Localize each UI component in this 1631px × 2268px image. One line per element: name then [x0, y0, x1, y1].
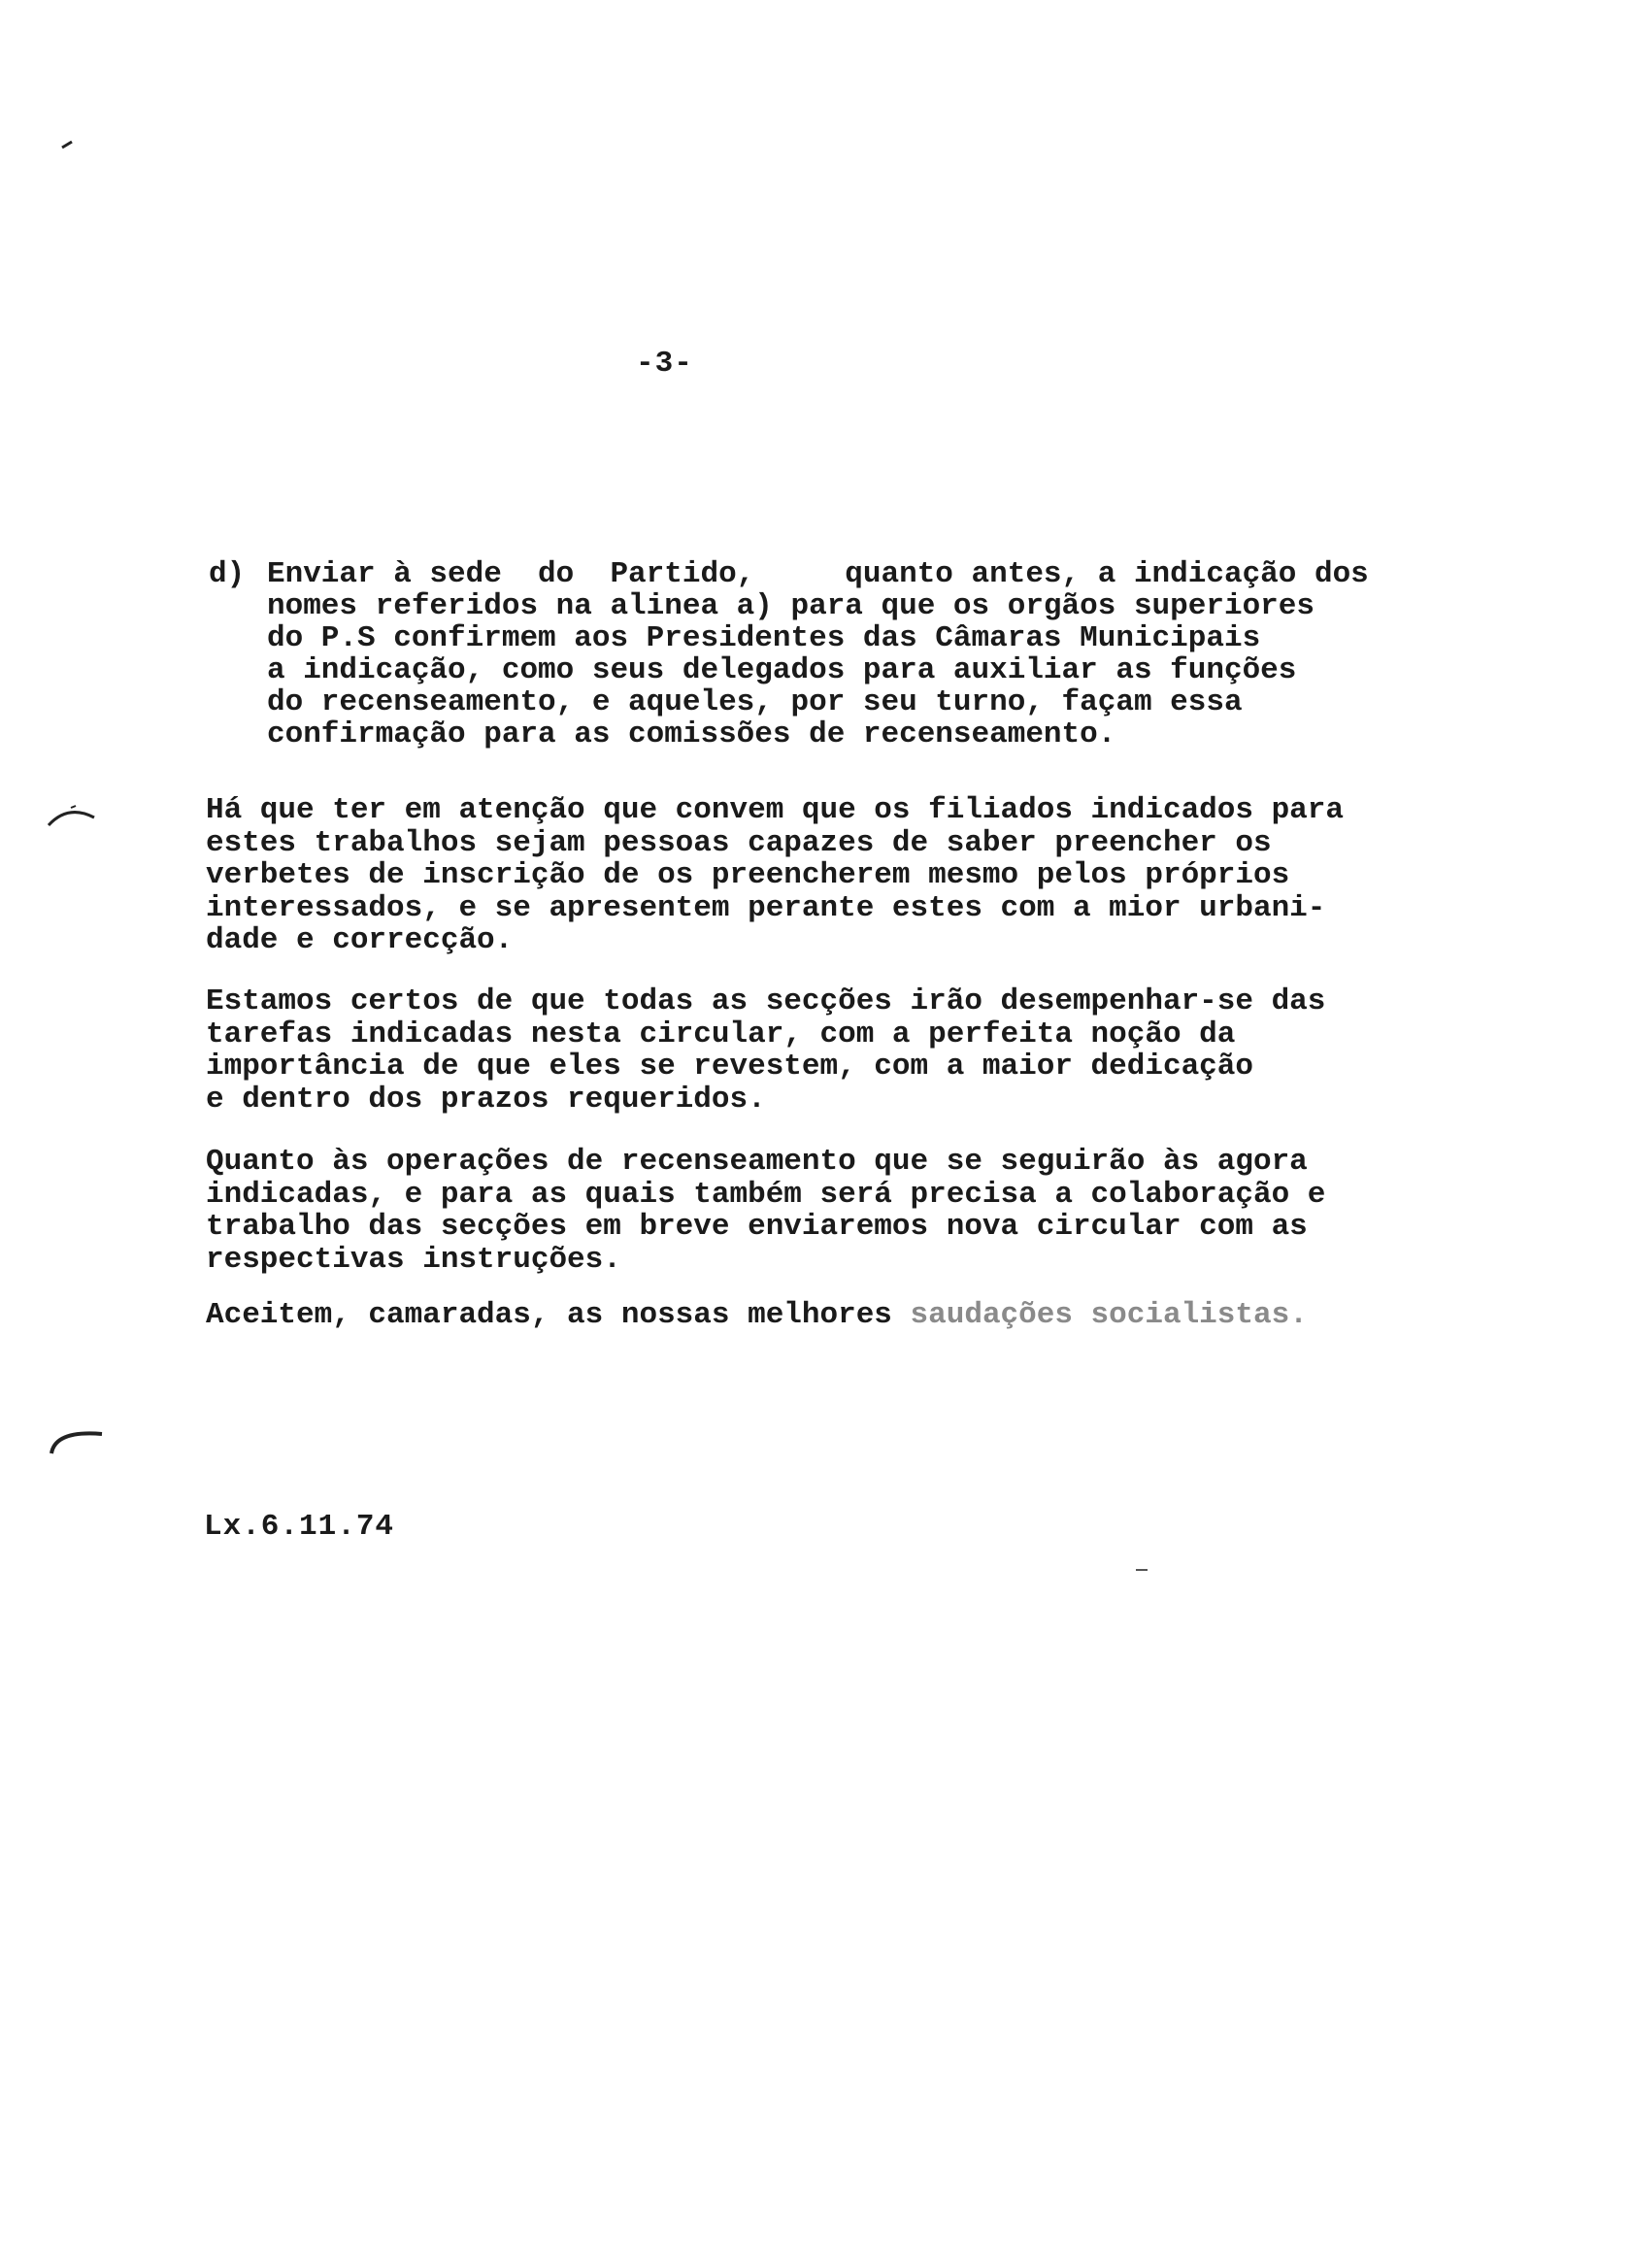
paragraph-sections-tasks	[206, 985, 1468, 1116]
text-line: importância de que eles se revestem, com a maior dedicação	[206, 1050, 1253, 1084]
text-line: Quanto às operações de recenseamento que se seguirão às agora	[206, 1145, 1308, 1179]
text-line: e dentro dos prazos requeridos.	[206, 1082, 766, 1117]
text-line: do recenseamento, e aqueles, por seu turno, façam essa	[267, 685, 1243, 719]
list-item-d	[209, 558, 1471, 750]
text-line: confirmação para as comissões de recenseamento.	[267, 717, 1116, 751]
hole-punch-mark-lower	[44, 1413, 112, 1456]
list-item-marker: d)	[209, 557, 246, 591]
paragraph-volunteers-note	[206, 794, 1468, 957]
text-line: verbetes de inscrição de os preencherem mesmo pelos próprios	[206, 858, 1290, 892]
text-line: Há que ter em atenção que convem que os filiados indicados para	[206, 793, 1344, 827]
text-line: Enviar à sede do Partido, quanto antes, a indicação dos	[267, 557, 1369, 591]
closing-main-text: Aceitem, camaradas, as nossas melhores	[206, 1298, 911, 1332]
text-line: do P.S confirmem aos Presidentes das Câmaras Municipais	[267, 621, 1261, 655]
text-line: a indicação, como seus delegados para auxiliar as funções	[267, 653, 1297, 687]
document-date: Lx.6.11.74	[204, 1510, 395, 1544]
text-line: nomes referidos na alinea a) para que os orgãos superiores	[267, 589, 1315, 623]
hole-punch-mark-upper	[44, 796, 102, 835]
text-line: estes trabalhos sejam pessoas capazes de saber preencher os	[206, 825, 1272, 860]
text-line: interessados, e se apresentem perante estes com a mior urbani-	[206, 890, 1326, 925]
closing-salutation	[206, 1299, 1468, 1332]
page-number: -3-	[636, 347, 693, 381]
text-line: trabalho das secções em breve enviaremos nova circular com as	[206, 1210, 1308, 1244]
text-line: indicadas, e para as quais também será precisa a colaboração e	[206, 1177, 1326, 1212]
scan-dash-mark	[1134, 1567, 1153, 1573]
scan-mark-top-left	[58, 136, 78, 155]
text-line: tarefas indicadas nesta circular, com a perfeita noção da	[206, 1017, 1236, 1051]
paragraph-next-circular	[206, 1146, 1468, 1276]
list-item-text	[267, 558, 1471, 750]
closing-line	[206, 1299, 1468, 1332]
closing-faded-text: saudações socialistas.	[910, 1298, 1308, 1332]
text-line: Estamos certos de que todas as secções irão desempenhar-se das	[206, 984, 1326, 1018]
text-line: respectivas instruções.	[206, 1242, 621, 1277]
text-line: dade e correcção.	[206, 923, 514, 957]
